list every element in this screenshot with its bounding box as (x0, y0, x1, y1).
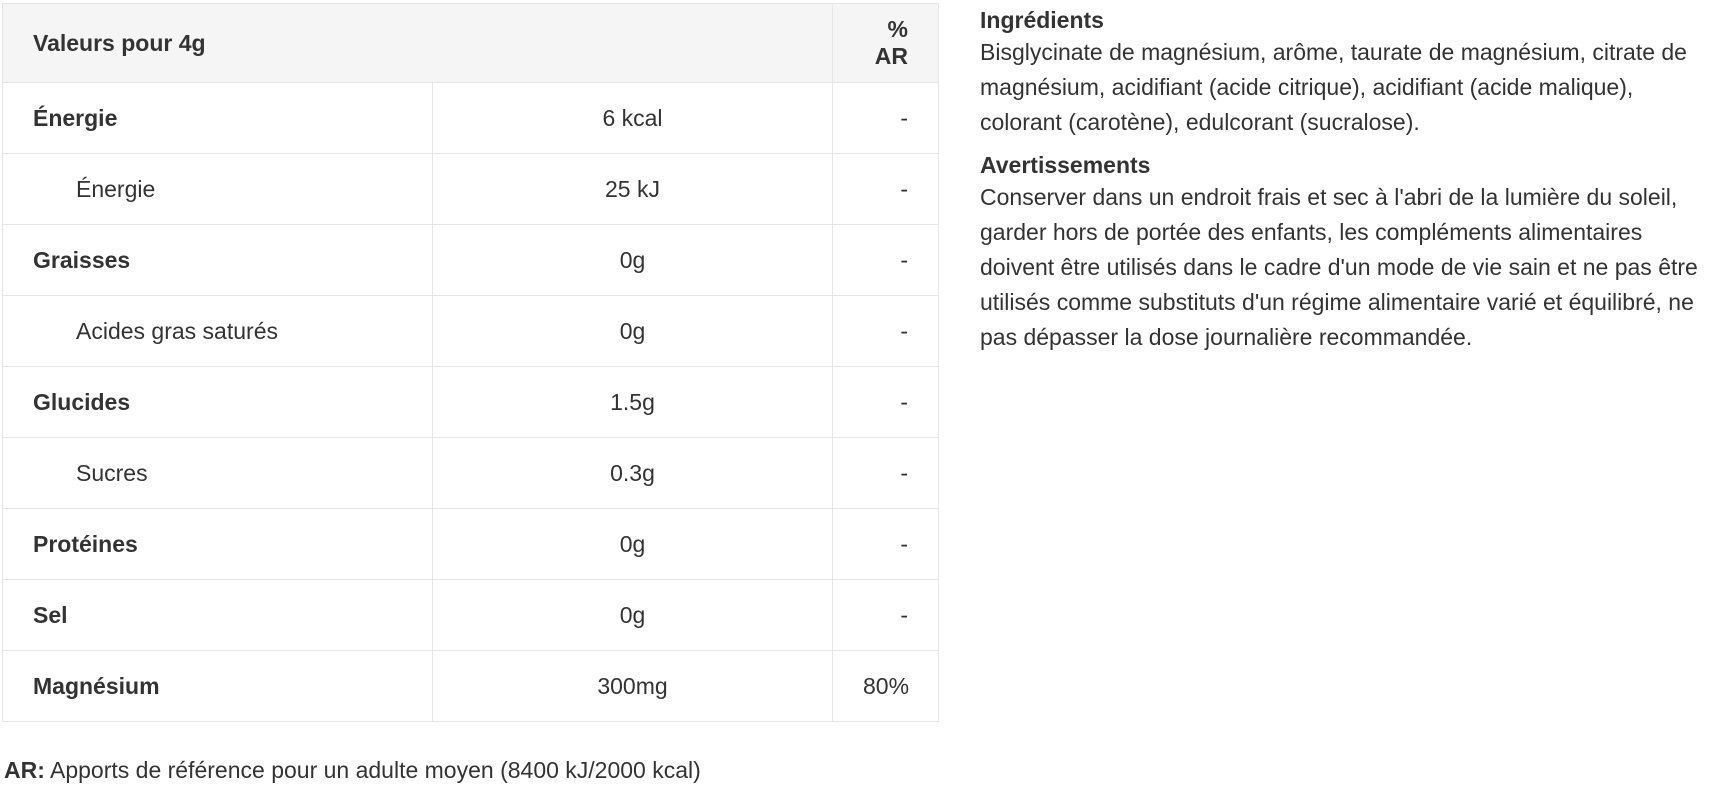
nutrient-name: Énergie (3, 154, 433, 225)
nutrition-table (2, 3, 939, 722)
nutrient-name: Magnésium (3, 651, 433, 722)
table-row (3, 651, 939, 722)
table-row (3, 367, 939, 438)
table-row (3, 154, 939, 225)
product-info-panel (980, 5, 1720, 365)
table-row (3, 509, 939, 580)
nutrient-value: 25 kJ (433, 154, 833, 225)
nutrient-name: Sucres (3, 438, 433, 509)
warnings-text: Conserver dans un endroit frais et sec à l'abri de la lumière du soleil, garder hors de portée des enfants, les compléments alimentaires doivent être utilisés dans le cadre d'un mode de vie sain et ne pas être utilisés comme substituts d'un régime alimentaire varié et équilibré, ne pas dépasser la dose journalière recommandée. (980, 184, 1698, 350)
nutrient-ar: - (833, 438, 939, 509)
nutrient-ar: - (833, 580, 939, 651)
nutrient-name: Graisses (3, 225, 433, 296)
nutrient-value: 0g (433, 580, 833, 651)
header-serving-label: Valeurs pour 4g (3, 4, 833, 83)
nutrient-ar: 80% (833, 651, 939, 722)
footnote-text: Apports de référence pour un adulte moyen (8400 kJ/2000 kcal) (44, 757, 701, 783)
nutrient-ar: - (833, 367, 939, 438)
warnings-title: Avertissements (980, 152, 1151, 178)
nutrient-ar: - (833, 509, 939, 580)
nutrient-value: 0g (433, 296, 833, 367)
nutrition-table-container (2, 3, 938, 722)
nutrient-value: 0.3g (433, 438, 833, 509)
nutrient-ar: - (833, 83, 939, 154)
header-ar-label: % AR (833, 4, 939, 83)
footnote-label: AR: (4, 757, 45, 783)
nutrient-value: 300mg (433, 651, 833, 722)
nutrient-name: Protéines (3, 509, 433, 580)
ingredients-text: Bisglycinate de magnésium, arôme, taurate de magnésium, citrate de magnésium, acidifiant (acide citrique), acidifiant (acide malique), colorant (carotène), edulcorant (sucralose). (980, 39, 1687, 135)
table-row (3, 580, 939, 651)
header-row (3, 4, 939, 83)
nutrient-name: Sel (3, 580, 433, 651)
nutrient-ar: - (833, 225, 939, 296)
nutrition-table-header (3, 4, 939, 83)
table-row (3, 83, 939, 154)
table-row (3, 296, 939, 367)
nutrient-name: Énergie (3, 83, 433, 154)
nutrient-name: Glucides (3, 367, 433, 438)
nutrient-value: 0g (433, 509, 833, 580)
table-row (3, 438, 939, 509)
nutrient-name: Acides gras saturés (3, 296, 433, 367)
nutrient-ar: - (833, 154, 939, 225)
ar-footnote (4, 757, 701, 784)
nutrient-value: 0g (433, 225, 833, 296)
nutrient-ar: - (833, 296, 939, 367)
nutrient-value: 6 kcal (433, 83, 833, 154)
ingredients-title: Ingrédients (980, 7, 1104, 33)
nutrient-value: 1.5g (433, 367, 833, 438)
nutrition-table-body (3, 83, 939, 722)
table-row (3, 225, 939, 296)
